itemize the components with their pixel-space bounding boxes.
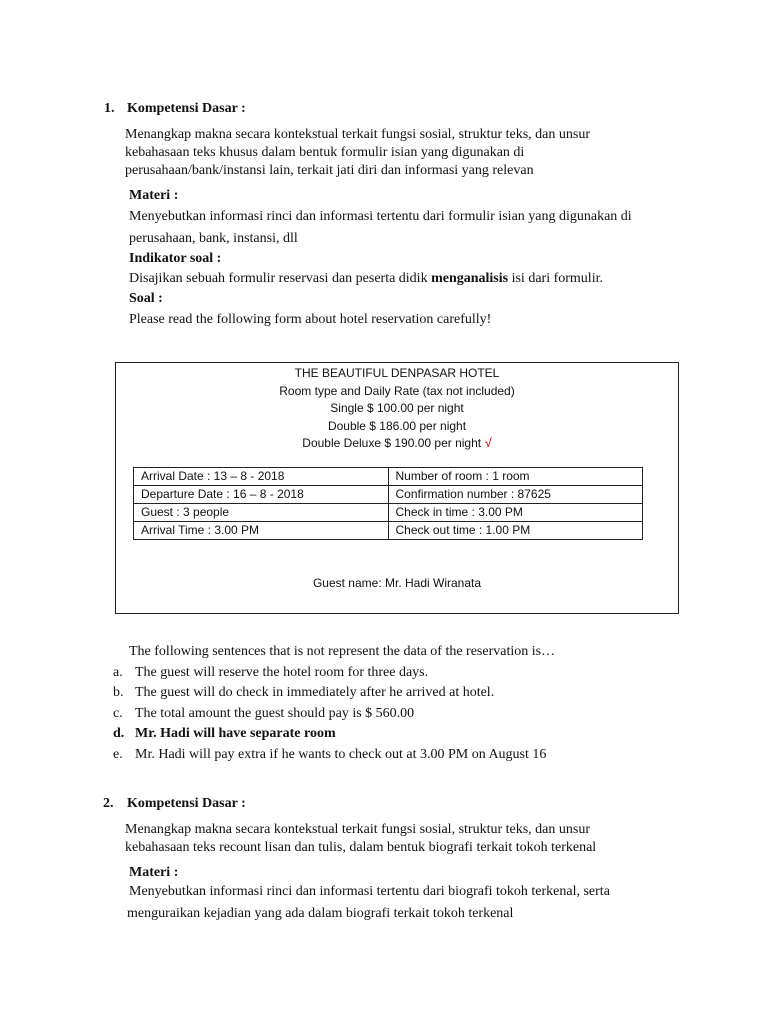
- option-letter: e.: [113, 747, 123, 762]
- table-cell: Confirmation number : 87625: [388, 486, 643, 504]
- rate-double: Double $ 186.00 per night: [327, 418, 467, 433]
- indikator-text-start: Disajikan sebuah formulir reservasi dan peserta didik: [129, 271, 432, 286]
- table-cell: Check in time : 3.00 PM: [388, 504, 643, 522]
- reservation-form: [115, 362, 679, 614]
- section1-kd-line: perusahaan/bank/instansi lain, terkait jati diri dan informasi yang relevan: [125, 163, 534, 178]
- section1-kd-line: kebahasaan teks khusus dalam bentuk formulir isian yang digunakan di: [125, 145, 525, 160]
- section2-materi-line: menguraikan kejadian yang ada dalam biografi terkait tokoh terkenal: [127, 906, 514, 921]
- section1-materi-line: perusahaan, bank, instansi, dll: [129, 231, 298, 246]
- option-letter-answer: d.: [113, 726, 125, 741]
- rate-single: Single $ 100.00 per night: [330, 401, 464, 415]
- option-letter: c.: [113, 706, 123, 721]
- indikator-keyword: menganalisis: [431, 271, 509, 286]
- section1-materi-label: Materi :: [129, 188, 179, 203]
- table-cell: Arrival Time : 3.00 PM: [134, 522, 389, 540]
- rate-double-deluxe-line: [116, 435, 678, 453]
- rate-double-deluxe: Double Deluxe $ 190.00 per night: [302, 436, 482, 450]
- option-text: The total amount the guest should pay is $ 560.00: [135, 706, 415, 721]
- option-text: Mr. Hadi will pay extra if he wants to check out at 3.00 PM on August 16: [135, 747, 547, 762]
- checkmark-icon: √: [485, 436, 492, 450]
- table-cell: Check out time : 1.00 PM: [388, 522, 643, 540]
- option-text: The guest will reserve the hotel room for three days.: [135, 665, 429, 680]
- section2-materi-line: Menyebutkan informasi rinci dan informasi tertentu dari biografi tokoh terkenal, serta: [129, 884, 610, 899]
- section1-materi-line: Menyebutkan informasi rinci dan informasi tertentu dari formulir isian yang digunakan di: [129, 209, 632, 224]
- table-cell: Guest : 3 people: [134, 504, 389, 522]
- table-cell: Departure Date : 16 – 8 - 2018: [134, 486, 389, 504]
- table-cell: Arrival Date : 13 – 8 - 2018: [134, 468, 389, 486]
- section2-kd-line: Menangkap makna secara kontekstual terkait fungsi sosial, struktur teks, dan unsur: [125, 822, 590, 837]
- reservation-table: [133, 467, 643, 540]
- section1-kd-line: Menangkap makna secara kontekstual terkait fungsi sosial, struktur teks, dan unsur: [125, 127, 590, 142]
- section2-materi-label: Materi :: [129, 865, 179, 880]
- form-title: THE BEAUTIFUL DENPASAR HOTEL: [294, 366, 500, 380]
- section1-heading: Kompetensi Dasar :: [127, 101, 246, 116]
- table-row: [134, 486, 643, 504]
- section2-heading: Kompetensi Dasar :: [127, 796, 246, 811]
- table-cell: Number of room : 1 room: [388, 468, 643, 486]
- section2-kd-line: kebahasaan teks recount lisan dan tulis, dalam bentuk biografi terkait tokoh terkenal: [125, 840, 597, 855]
- option-letter: b.: [113, 685, 124, 700]
- section2-number: 2.: [103, 796, 114, 811]
- section1-number: 1.: [104, 101, 115, 116]
- section1-indikator-text: [129, 271, 603, 287]
- table-row: [134, 504, 643, 522]
- table-row: [134, 468, 643, 486]
- indikator-text-end: isi dari formulir.: [508, 271, 603, 286]
- guest-name: Guest name: Mr. Hadi Wiranata: [312, 576, 482, 590]
- section1-soal-label: Soal :: [129, 291, 163, 306]
- question-stem: The following sentences that is not represent the data of the reservation is…: [129, 644, 556, 659]
- table-row: [134, 522, 643, 540]
- option-text-answer: Mr. Hadi will have separate room: [135, 726, 336, 741]
- section1-indikator-label: Indikator soal :: [129, 251, 222, 266]
- option-letter: a.: [113, 665, 123, 680]
- form-subtitle: Room type and Daily Rate (tax not included): [279, 383, 515, 398]
- section1-soal-text: Please read the following form about hotel reservation carefully!: [129, 312, 492, 327]
- option-text: The guest will do check in immediately after he arrived at hotel.: [135, 685, 495, 700]
